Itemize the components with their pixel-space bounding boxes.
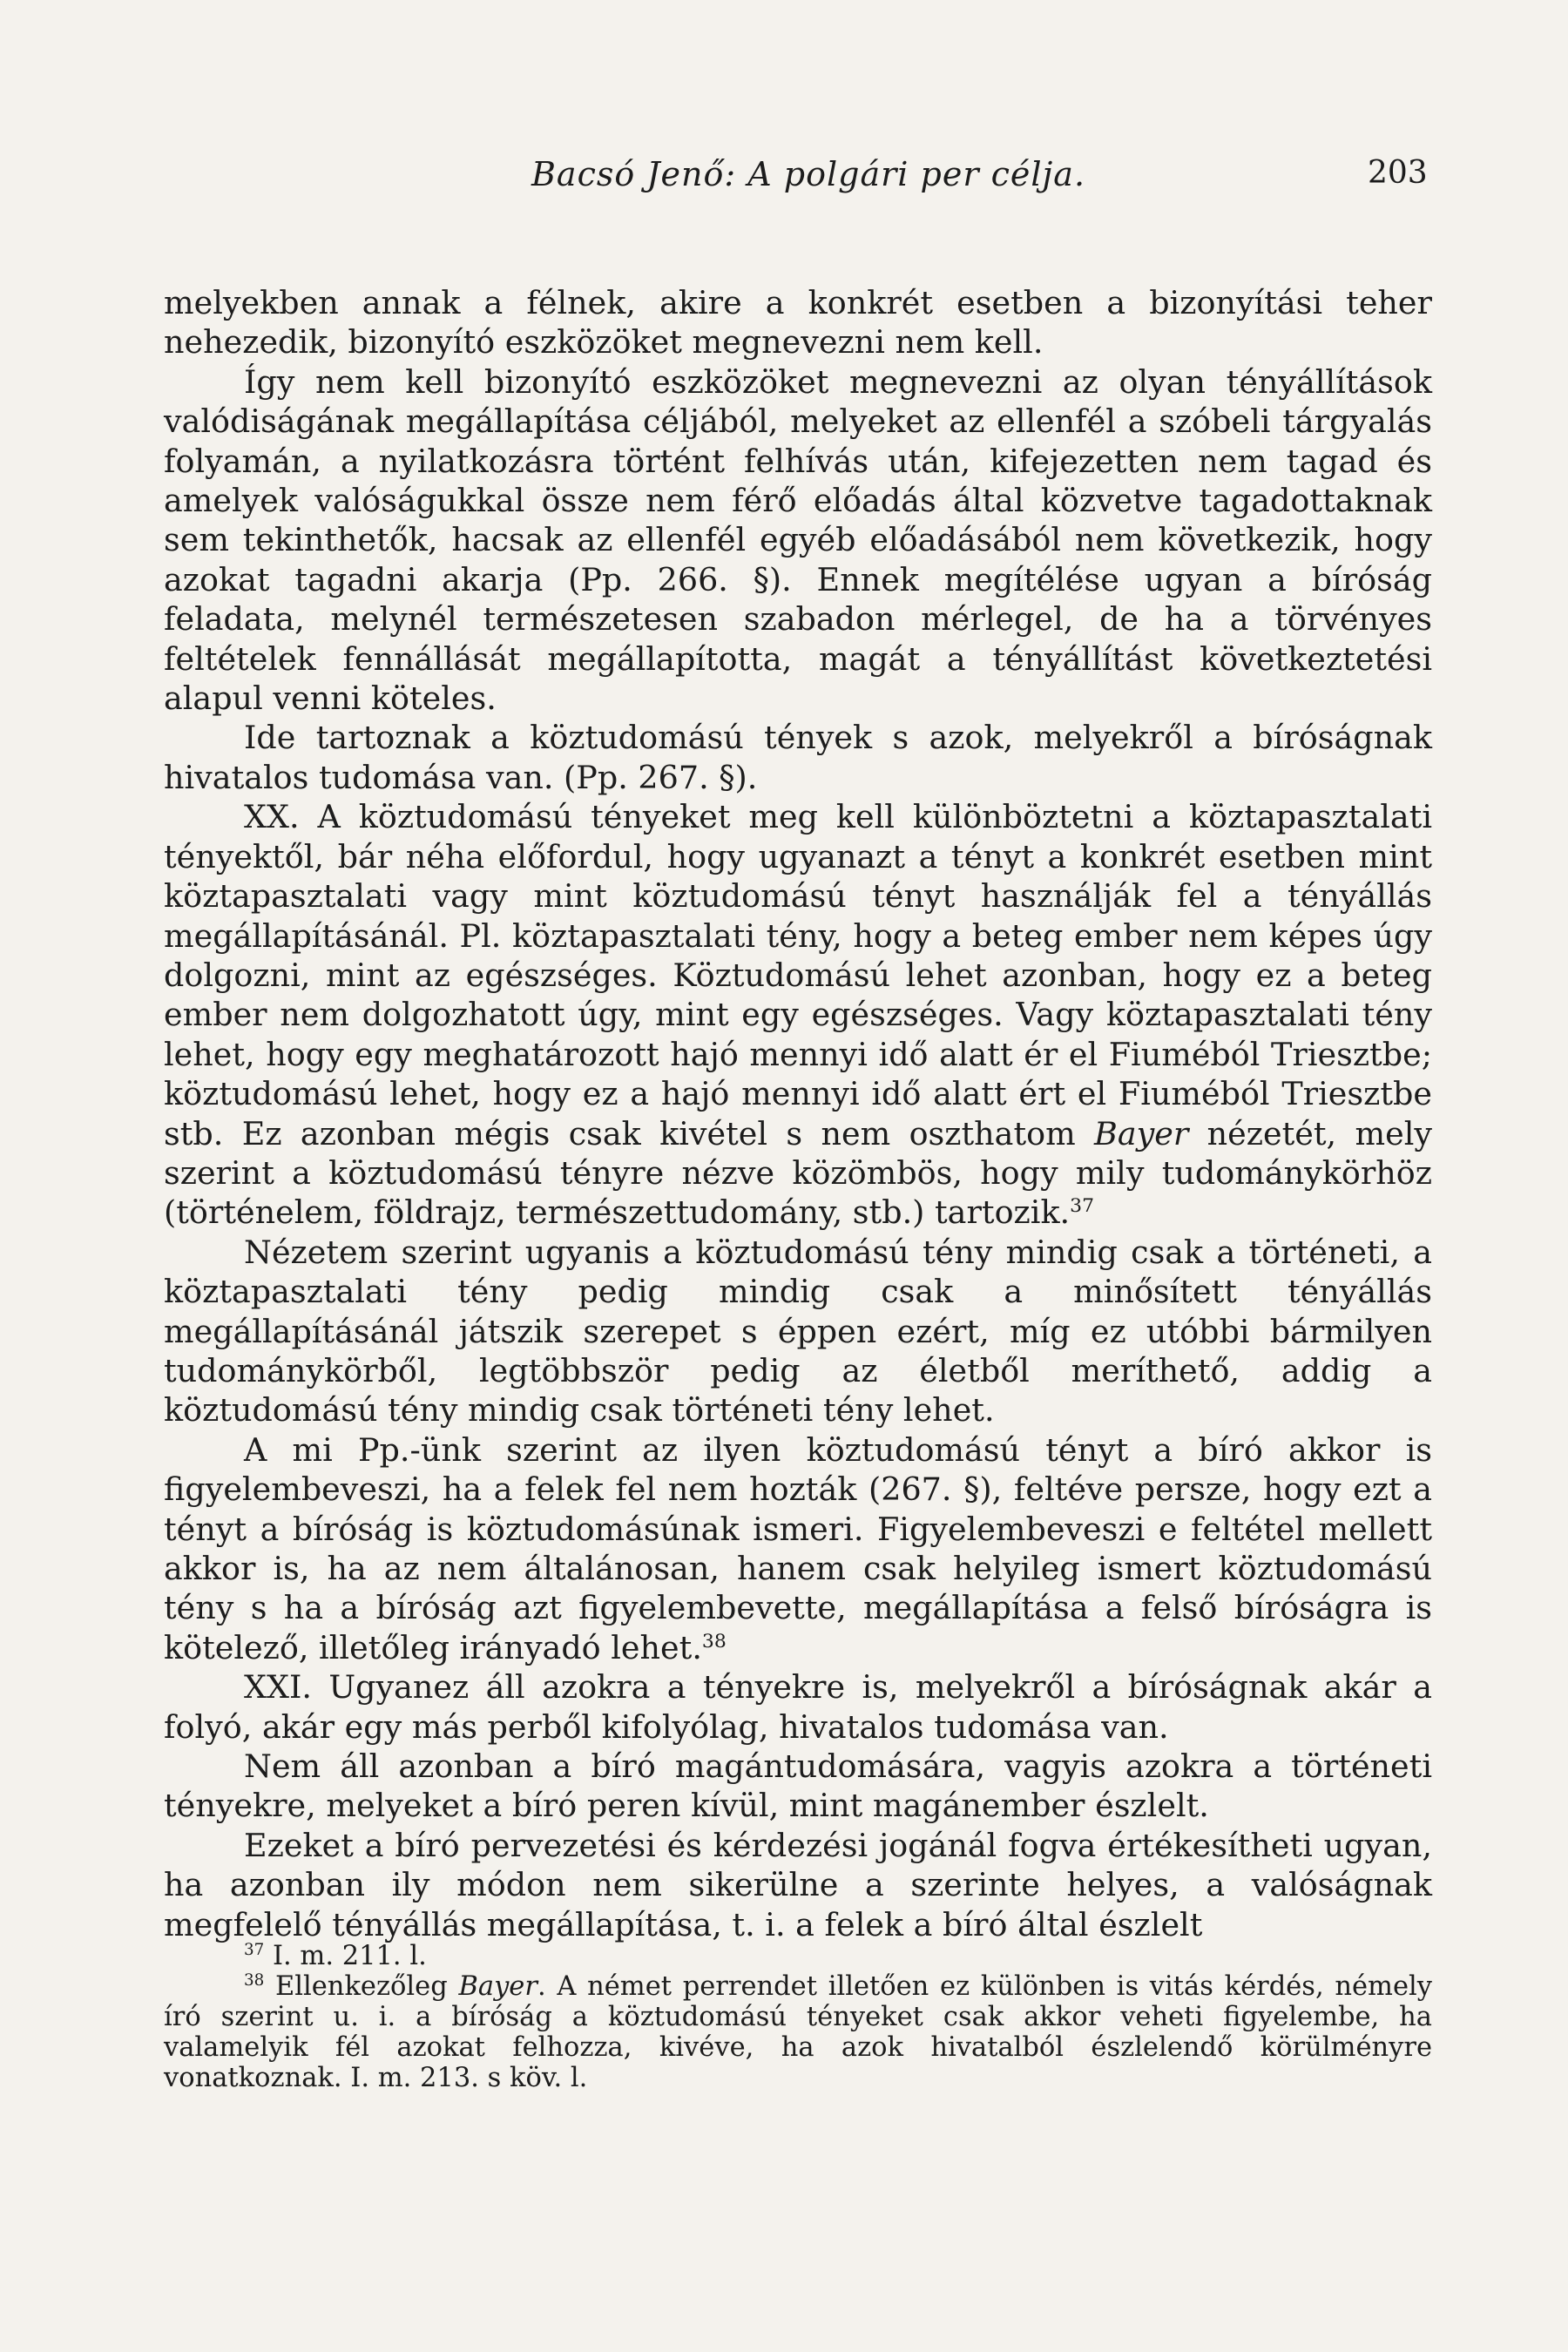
text-segment: Nem áll azonban a bíró magántudomására, vagyis azokra a történeti tényekre, melyeket a bíró peren kívül, mint magánember észlelt. (164, 1747, 1432, 1825)
text-segment: A mi Pp.-ünk szerint az ilyen köztudomású tényt a bíró akkor is figyelembeveszi, ha a felek fel nem hozták (267. §), feltéve persze, hogy ezt a tényt a bíróság is köztudomásúnak ismeri. Figyelembeveszi e feltétel mellett akkor is, ha az nem általánosan, hanem csak helyileg ismert köztudomású tény s ha a bíróság azt figyelembevette, megállapítása a felső bíróságra is kötelező, illetőleg irányadó lehet. (164, 1430, 1432, 1666)
footnote (164, 1971, 1432, 2093)
text-segment: nézetét, mely szerint a köztudomású tényre nézve közömbös, hogy mily tudománykörhöz (történelem, földrajz, természettudomány, stb.) tartozik. (164, 1114, 1432, 1232)
text-segment: Ezeket a bíró pervezetési és kérdezési jogánál fogva értékesítheti ugyan, ha azonban ily módon nem sikerülne a szerinte helyes, a valóságnak megfelelő tényállás megállapítása, t. i. a felek a bíró által észlelt (164, 1826, 1432, 1943)
paragraph (164, 1233, 1432, 1430)
italic-text: Bayer (1094, 1114, 1189, 1152)
text-segment: . A német perrendet illetően ez különben is vitás kérdés, némely író szerint u. i. a bíróság a köztudomású tényeket csak akkor veheti figyelembe, ha valamelyik fél azokat felhozza, kivéve, ha azok hivatalból észlelendő körülményre vonatkoznak. I. m. 213. s köv. l. (164, 1971, 1432, 2093)
text-segment: Ide tartoznak a köztudomású tények s azok, melyekről a bíróságnak hivatalos tudomása van. (Pp. 267. §). (164, 719, 1432, 796)
page-number: 203 (1368, 155, 1428, 191)
body-text (164, 283, 1432, 1944)
text-segment: XX. A köztudomású tényeket meg kell különböztetni a köztapasztalati tényektől, bár néha előfordul, hogy ugyanazt a tényt a konkrét esetben mint köztapasztalati vagy mint köztudomású tényt használják fel a tényállás megállapításánál. Pl. köztapasztalati tény, hogy a beteg ember nem képes úgy dolgozni, mint az egészséges. Köztudomású lehet azonban, hogy ez a beteg ember nem dolgozhatott úgy, mint egy egészséges. Vagy köztapasztalati tény lehet, hogy egy meghatározott hajó mennyi idő alatt ér el Fiuméból Triesztbe; köztudomású lehet, hogy ez a hajó mennyi idő alatt ért el Fiuméból Triesztbe stb. Ez azonban mégis csak kivétel s nem oszthatom (164, 798, 1432, 1152)
text-segment: Nézetem szerint ugyanis a köztudomású tény mindig csak a történeti, a köztapasztalati tény pedig mindig csak a minősített tényállás megállapításánál játszik szerepet s éppen ezért, míg ez utóbbi bármilyen tudománykörből, legtöbbször pedig az életből meríthető, addig a köztudomású tény mindig csak történeti tény lehet. (164, 1233, 1432, 1429)
paragraph (164, 283, 1432, 362)
footnote (164, 1941, 1432, 1971)
paragraph (164, 1826, 1432, 1944)
running-title: Bacsó Jenő: A polgári per célja. (531, 155, 1086, 193)
footnote-ref: 38 (701, 1630, 727, 1652)
text-segment: XXI. Ugyanez áll azokra a tényekre is, melyekről a bíróságnak akár a folyó, akár egy más perből kifolyólag, hivatalos tudomása van. (164, 1668, 1432, 1746)
footnotes (164, 1941, 1432, 2093)
paragraph (164, 718, 1432, 797)
paragraph (164, 1667, 1432, 1747)
text-segment: Ellenkezőleg (264, 1971, 459, 2002)
paragraph (164, 797, 1432, 1232)
paragraph (164, 362, 1432, 719)
footnote-ref: 38 (244, 1970, 265, 1990)
page-header (0, 155, 1568, 207)
footnote-ref: 37 (244, 1940, 265, 1959)
text-segment: melyekben annak a félnek, akire a konkrét esetben a bizonyítási teher nehezedik, bizonyító eszközöket megnevezni nem kell. (164, 284, 1432, 362)
text-segment: I. m. 211. l. (264, 1941, 427, 1971)
footnote-ref: 37 (1070, 1195, 1095, 1218)
italic-text: Bayer (458, 1971, 537, 2002)
paragraph (164, 1430, 1432, 1667)
text-segment: Így nem kell bizonyító eszközöket megnevezni az olyan tényállítások valódiságának megállapítása céljából, melyeket az ellenfél a szóbeli tárgyalás folyamán, a nyilatkozásra történt felhívás után, kifejezetten nem tagad és amelyek valóságukkal össze nem férő előadás által közvetve tagadottaknak sem tekinthetők, hacsak az ellenfél egyéb előadásából nem következik, hogy azokat tagadni akarja (Pp. 266. §). Ennek megítélése ugyan a bíróság feladata, melynél természetesen szabadon mérlegel, de ha a törvényes feltételek fennállását megállapította, magát a tényállítást következtetési alapul venni köteles. (164, 362, 1432, 718)
paragraph (164, 1747, 1432, 1826)
